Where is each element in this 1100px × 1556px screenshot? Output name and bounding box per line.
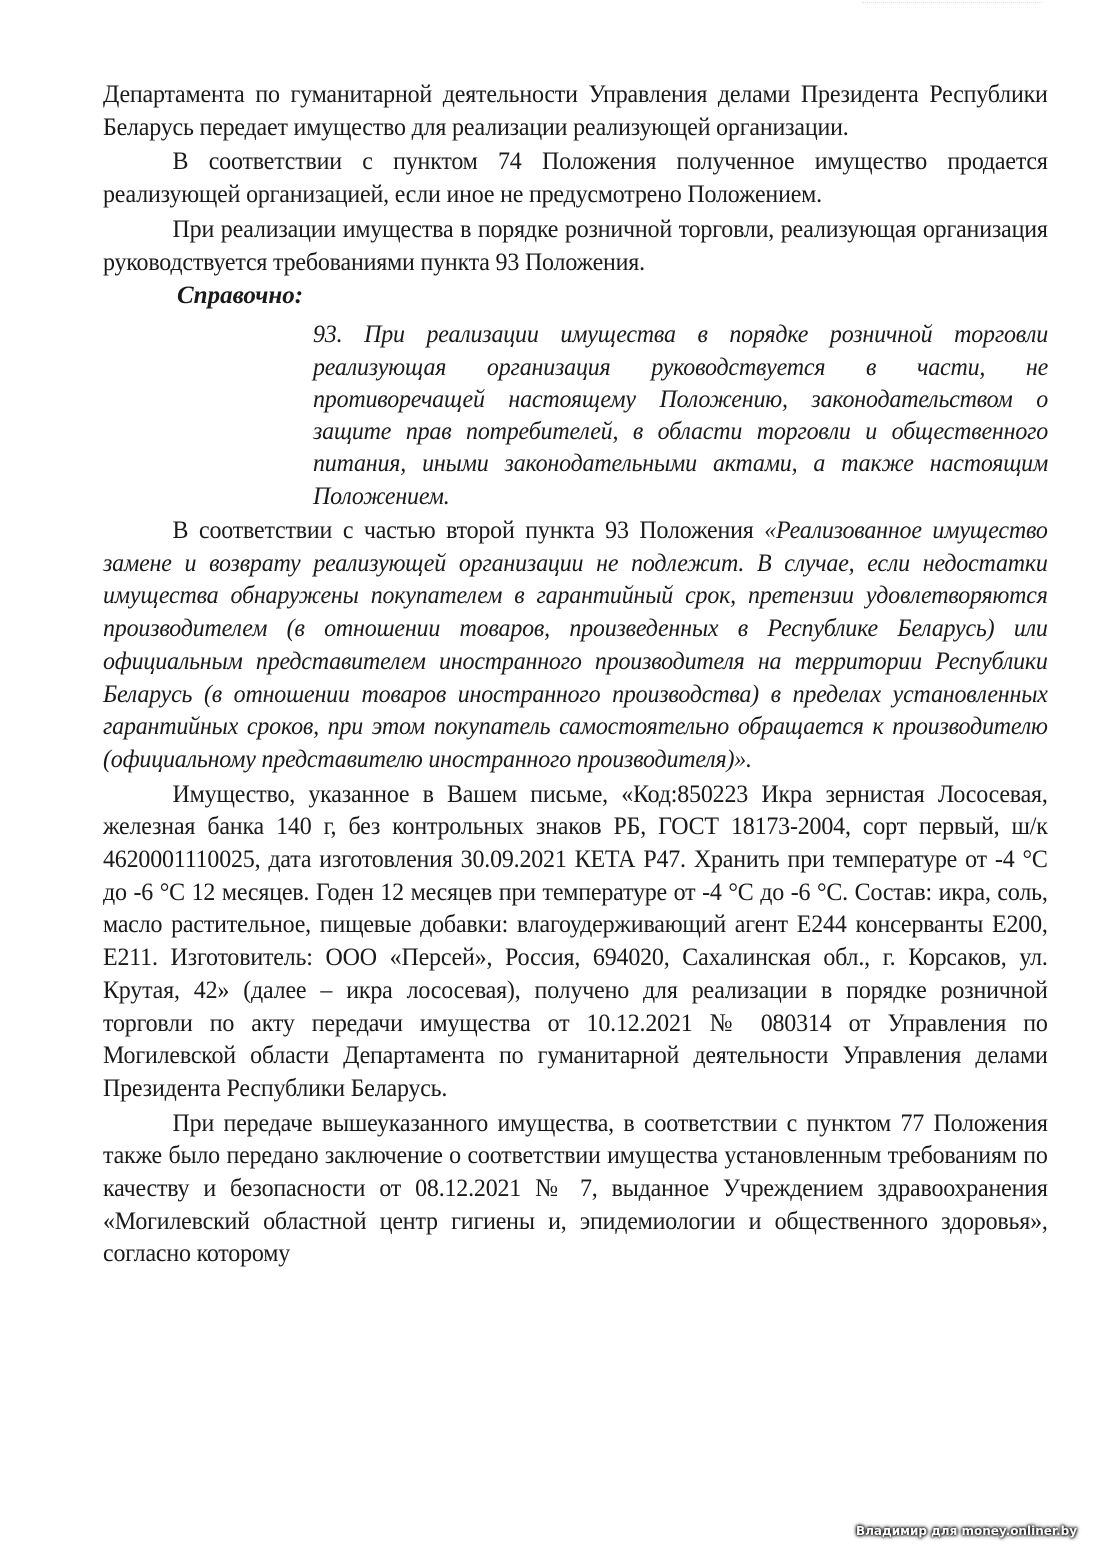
paragraph-caviar-description: Имущество, указанное в Вашем письме, «Код:850223 Икра зернистая Лососевая, железная банка 140 г, без контрольных знаков РБ, ГОСТ 18173-2004, сорт первый, ш/к 4620001110025, дата изготовления 30.09.2021 КЕТА Р47. Хранить при температуре от -4 °С до -6 °С 12 месяцев. Годен 12 месяцев при температуре от -4 °С до -6 °С. Состав: икра, соль, масло растительное, пищевые добавки: влагоудерживающий агент Е244 консерванты Е200, Е211. Изготовитель: ООО «Персей», Россия, 694020, Сахалинская обл., г. Корсаков, ул. Крутая, 42» (далее – икра лососевая), получено для реализации в порядке розничной торговли по акту передачи имущества от 10.12.2021 № 080314 от Управления по Могилевской области Департамента по гуманитарной деятельности Управления делами Президента Республики Беларусь.: [103, 778, 1048, 1102]
reference-quote-point-93: 93. При реализации имущества в порядке розничной торговли реализующая организация руководствуется в части, не противоречащей настоящему Положению, законодательством о защите прав потребителей, в области торговли и общественного питания, иными законодательными актами, а также настоящим Положением.: [313, 319, 1049, 510]
reference-quote-block: [313, 318, 1048, 512]
paragraph-intro-text: В соответствии с частью второй пункта 93 Положения: [172, 515, 765, 544]
paragraph-transfer-intro: Департамента по гуманитарной деятельности Управления делами Президента Республики Беларусь передает имущество для реализации реализующей организации.: [103, 79, 1048, 141]
reference-heading: Справочно:: [177, 282, 304, 310]
paragraph-retail-sale: При реализации имущества в порядке розничной торговли, реализующая организация руководствуется требованиями пункта 93 Положения.: [103, 213, 1048, 276]
paragraph-quality-conclusion: При передаче вышеуказанного имущества, в соответствии с пунктом 77 Положения также было передано заключение о соответствии имущества установленным требованиям по качеству и безопасности от 08.12.2021 № 7, выданное Учреждением здравоохранения «Могилевский областной центр гигиены и, эпидемиологии и общественного здоровья», согласно которому: [103, 1107, 1048, 1268]
paragraph-point-74: В соответствии с пунктом 74 Положения полученное имущество продается реализующей организацией, если иное не предусмотрено Положением.: [103, 146, 1048, 209]
watermark: Владимир для money.onliner.by: [856, 1524, 1078, 1538]
paragraph-point-93-part-two: [103, 514, 1048, 776]
scan-artifact: [862, 2, 1042, 7]
quoted-regulation-text: «Реализованное имущество замене и возврату реализующей организации не подлежит. В случае, если недостатки имущества обнаружены покупателем в гарантийный срок, претензии удовлетворяются производителем (в отношении товаров, произведенных в Республике Беларусь) или официальным представителем иностранного производителя на территории Республики Беларусь (в отношении товаров иностранного производства) в пределах установленных гарантийных сроков, при этом покупатель самостоятельно обращается к производителю (официальному представителю иностранного производителя)».: [103, 515, 1048, 773]
document-page: [103, 78, 1048, 1270]
